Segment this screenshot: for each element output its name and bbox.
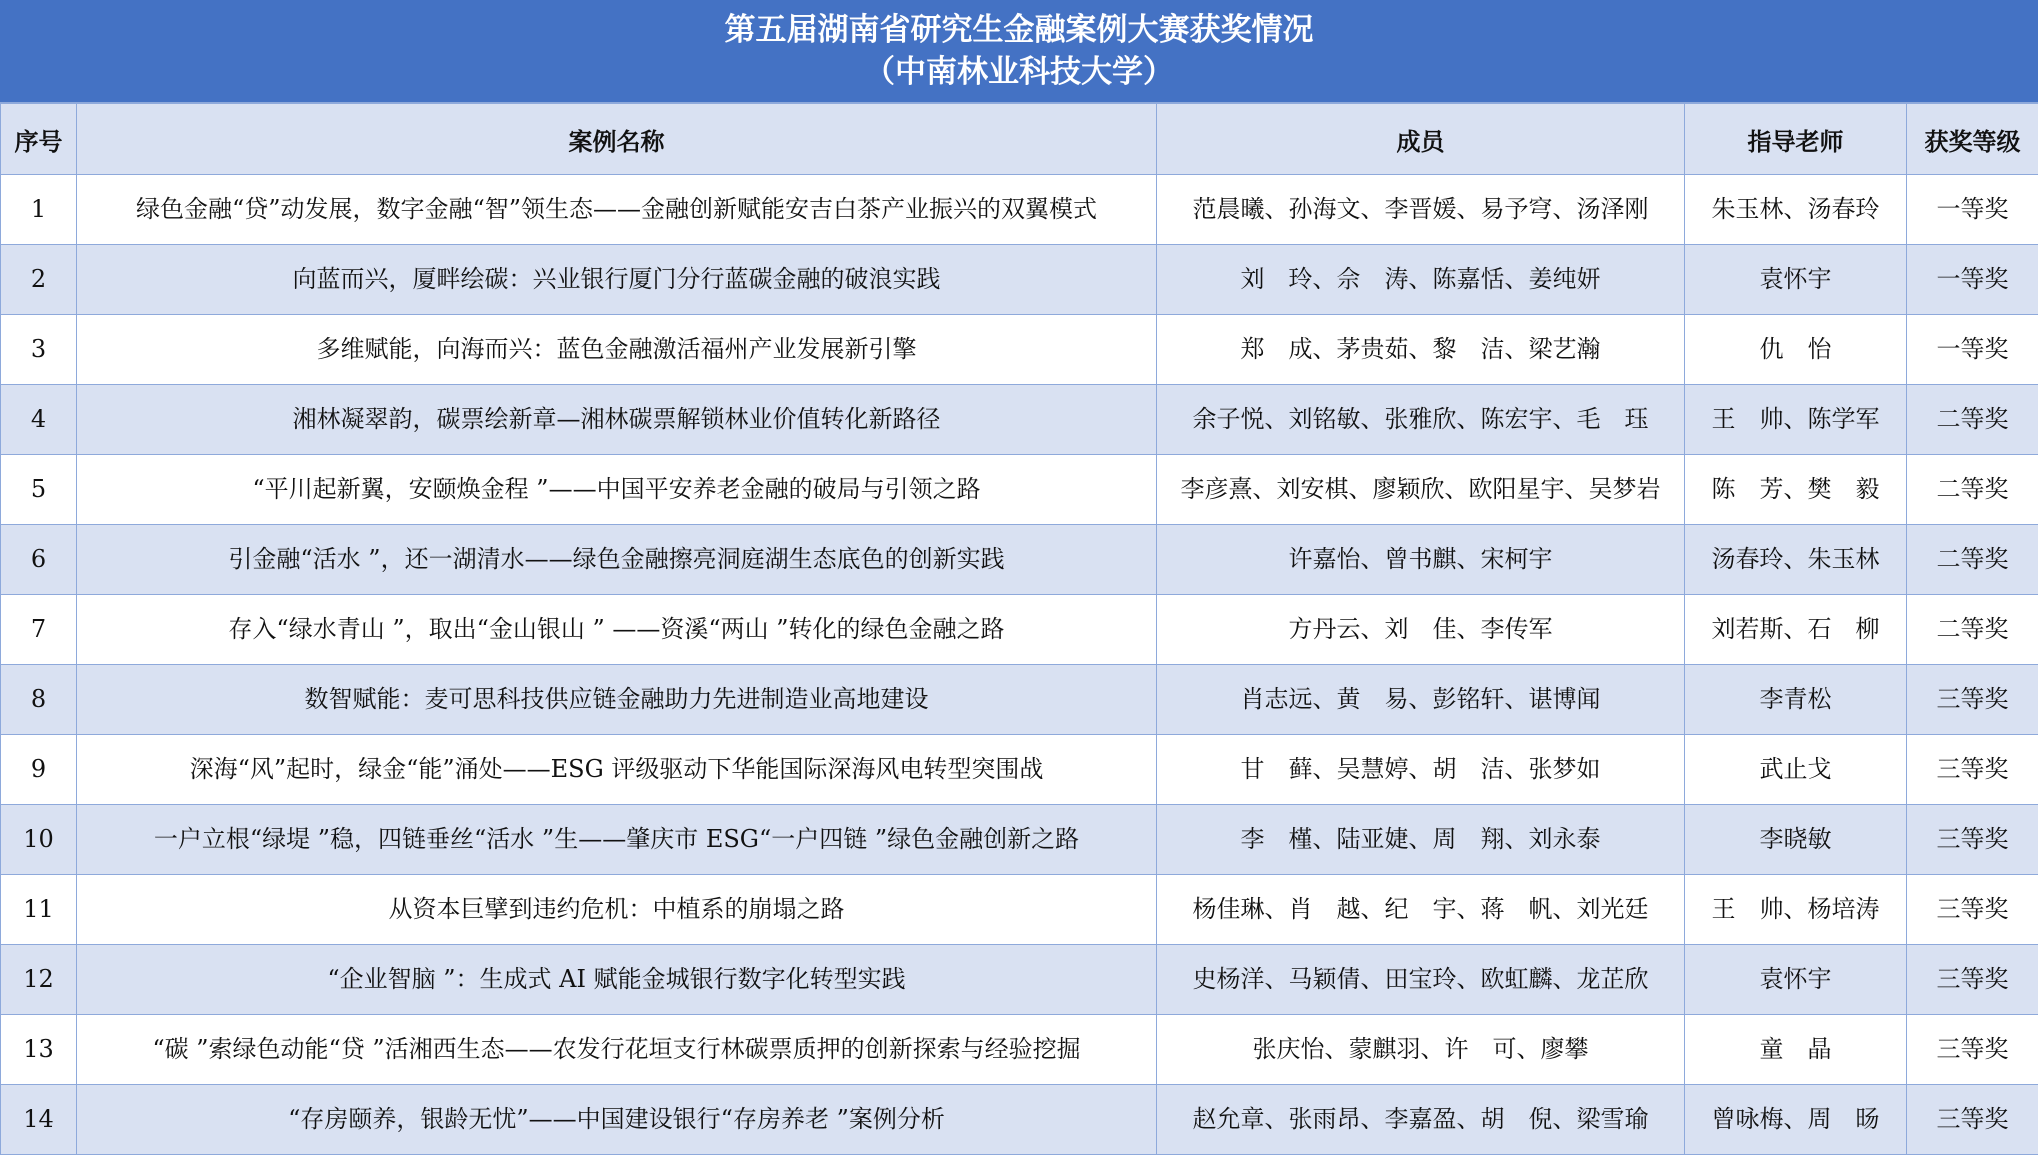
row-no: 11: [1, 875, 77, 945]
advisor: 仇 怡: [1685, 315, 1907, 385]
advisor: 武止戈: [1685, 735, 1907, 805]
members: 史杨洋、马颖倩、田宝玲、欧虹麟、龙芷欣: [1157, 945, 1685, 1015]
table-row: [1, 525, 2038, 595]
case-name: 一户立根“绿堤 ”稳，四链垂丝“活水 ”生——肇庆市 ESG“一户四链 ”绿色金融创新之路: [77, 805, 1157, 875]
award-level: 二等奖: [1907, 595, 2038, 665]
members: 甘 藓、吴慧婷、胡 洁、张梦如: [1157, 735, 1685, 805]
case-name: 从资本巨擘到违约危机：中植系的崩塌之路: [77, 875, 1157, 945]
members: 余子悦、刘铭敏、张雅欣、陈宏宇、毛 珏: [1157, 385, 1685, 455]
award-table: [0, 103, 2038, 1155]
case-name: “平川起新翼，安颐焕金程 ”——中国平安养老金融的破局与引领之路: [77, 455, 1157, 525]
case-name: “企业智脑 ”：生成式 AI 赋能金城银行数字化转型实践: [77, 945, 1157, 1015]
row-no: 8: [1, 665, 77, 735]
members: 李彦熹、刘安棋、廖颖欣、欧阳星宇、吴梦岩: [1157, 455, 1685, 525]
header-no: 序号: [1, 104, 77, 175]
award-level: 二等奖: [1907, 385, 2038, 455]
table-row: [1, 665, 2038, 735]
advisor: 李青松: [1685, 665, 1907, 735]
advisor: 童 晶: [1685, 1015, 1907, 1085]
table-row: [1, 595, 2038, 665]
award-level: 三等奖: [1907, 945, 2038, 1015]
award-level: 三等奖: [1907, 665, 2038, 735]
row-no: 12: [1, 945, 77, 1015]
table-row: [1, 455, 2038, 525]
advisor: 袁怀宇: [1685, 245, 1907, 315]
header-advisor: 指导老师: [1685, 104, 1907, 175]
row-no: 6: [1, 525, 77, 595]
header-row: [1, 104, 2038, 175]
award-level: 一等奖: [1907, 315, 2038, 385]
row-no: 3: [1, 315, 77, 385]
row-no: 13: [1, 1015, 77, 1085]
row-no: 10: [1, 805, 77, 875]
award-level: 一等奖: [1907, 245, 2038, 315]
row-no: 7: [1, 595, 77, 665]
title-banner: [0, 0, 2038, 103]
table-row: [1, 315, 2038, 385]
members: 范晨曦、孙海文、李晋媛、易予穹、汤泽刚: [1157, 175, 1685, 245]
members: 赵允章、张雨昂、李嘉盈、胡 倪、梁雪瑜: [1157, 1085, 1685, 1155]
case-name: “存房颐养，银龄无忧”——中国建设银行“存房养老 ”案例分析: [77, 1085, 1157, 1155]
case-name: 绿色金融“贷”动发展，数字金融“智”领生态——金融创新赋能安吉白茶产业振兴的双翼模式: [77, 175, 1157, 245]
header-case-name: 案例名称: [77, 104, 1157, 175]
table-row: [1, 1085, 2038, 1155]
members: 李 槿、陆亚婕、周 翔、刘永泰: [1157, 805, 1685, 875]
case-name: “碳 ”索绿色动能“贷 ”活湘西生态——农发行花垣支行林碳票质押的创新探索与经验挖掘: [77, 1015, 1157, 1085]
members: 许嘉怡、曾书麒、宋柯宇: [1157, 525, 1685, 595]
advisor: 陈 芳、樊 毅: [1685, 455, 1907, 525]
header-members: 成员: [1157, 104, 1685, 175]
row-no: 2: [1, 245, 77, 315]
award-level: 一等奖: [1907, 175, 2038, 245]
advisor: 李晓敏: [1685, 805, 1907, 875]
advisor: 朱玉林、汤春玲: [1685, 175, 1907, 245]
award-level: 二等奖: [1907, 525, 2038, 595]
sheet-title: 第五届湖南省研究生金融案例大赛获奖情况: [725, 9, 1314, 51]
case-name: 数智赋能：麦可思科技供应链金融助力先进制造业高地建设: [77, 665, 1157, 735]
members: 刘 玲、佘 涛、陈嘉恬、姜纯妍: [1157, 245, 1685, 315]
table-row: [1, 1015, 2038, 1085]
members: 肖志远、黄 易、彭铭轩、谌博闻: [1157, 665, 1685, 735]
table-row: [1, 735, 2038, 805]
row-no: 1: [1, 175, 77, 245]
header-award: 获奖等级: [1907, 104, 2038, 175]
advisor: 刘若斯、石 柳: [1685, 595, 1907, 665]
table-row: [1, 175, 2038, 245]
row-no: 4: [1, 385, 77, 455]
row-no: 14: [1, 1085, 77, 1155]
award-level: 三等奖: [1907, 1085, 2038, 1155]
case-name: 引金融“活水 ”，还一湖清水——绿色金融擦亮洞庭湖生态底色的创新实践: [77, 525, 1157, 595]
row-no: 9: [1, 735, 77, 805]
members: 方丹云、刘 佳、李传军: [1157, 595, 1685, 665]
table-row: [1, 245, 2038, 315]
row-no: 5: [1, 455, 77, 525]
table-row: [1, 945, 2038, 1015]
members: 张庆怡、蒙麒羽、许 可、廖攀: [1157, 1015, 1685, 1085]
members: 杨佳琳、肖 越、纪 宇、蒋 帆、刘光廷: [1157, 875, 1685, 945]
case-name: 存入“绿水青山 ”，取出“金山银山 ” ——资溪“两山 ”转化的绿色金融之路: [77, 595, 1157, 665]
advisor: 袁怀宇: [1685, 945, 1907, 1015]
award-level: 三等奖: [1907, 875, 2038, 945]
advisor: 曾咏梅、周 旸: [1685, 1085, 1907, 1155]
award-level: 三等奖: [1907, 1015, 2038, 1085]
case-name: 湘林凝翠韵，碳票绘新章—湘林碳票解锁林业价值转化新路径: [77, 385, 1157, 455]
award-level: 三等奖: [1907, 735, 2038, 805]
table-row: [1, 875, 2038, 945]
sheet-subtitle: （中南林业科技大学）: [864, 51, 1174, 93]
table-row: [1, 805, 2038, 875]
case-name: 多维赋能，向海而兴：蓝色金融激活福州产业发展新引擎: [77, 315, 1157, 385]
award-level: 三等奖: [1907, 805, 2038, 875]
award-level: 二等奖: [1907, 455, 2038, 525]
members: 郑 成、茅贵茹、黎 洁、梁艺瀚: [1157, 315, 1685, 385]
case-name: 向蓝而兴，厦畔绘碳：兴业银行厦门分行蓝碳金融的破浪实践: [77, 245, 1157, 315]
advisor: 王 帅、杨培涛: [1685, 875, 1907, 945]
advisor: 王 帅、陈学军: [1685, 385, 1907, 455]
advisor: 汤春玲、朱玉林: [1685, 525, 1907, 595]
case-name: 深海“风”起时，绿金“能”涌处——ESG 评级驱动下华能国际深海风电转型突围战: [77, 735, 1157, 805]
table-row: [1, 385, 2038, 455]
